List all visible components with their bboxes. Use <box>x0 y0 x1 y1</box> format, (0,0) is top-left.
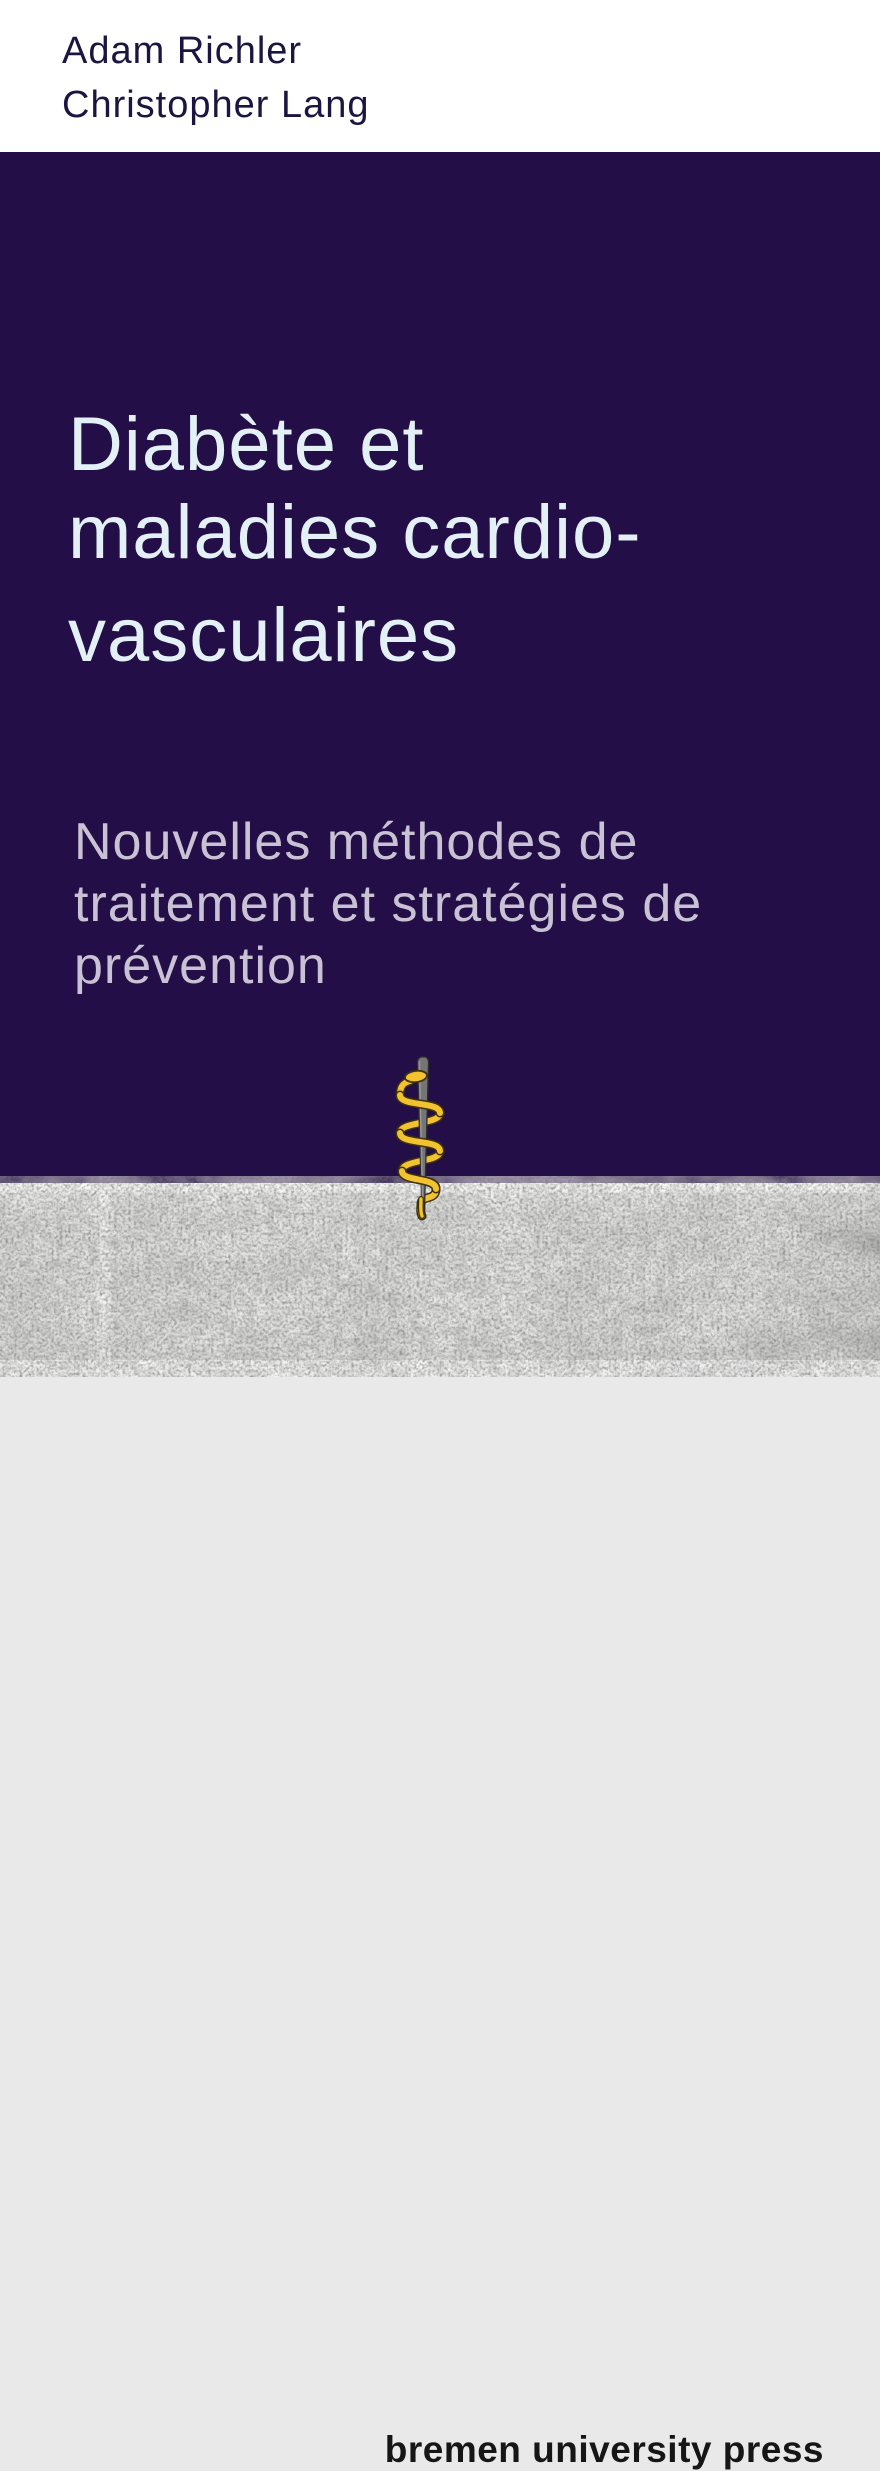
publisher-name: bremen university press <box>384 2429 824 2470</box>
author-name-2: Christopher Lang <box>62 84 370 126</box>
rod-of-asclepius-icon <box>392 1054 454 1220</box>
book-title <box>68 401 642 577</box>
book-subtitle-line-2: traitement et stratégies de <box>74 875 703 933</box>
author-name-1: Adam Richler <box>62 30 303 72</box>
title-panel <box>0 152 880 1183</box>
book-subtitle <box>74 811 702 997</box>
book-title-line-1: Diabète et <box>68 402 425 487</box>
book-title-line-3: vasculaires <box>68 593 460 678</box>
book-title-line-2: maladies cardio- <box>68 490 642 575</box>
book-subtitle-line-3: prévention <box>74 937 327 995</box>
book-subtitle-line-1: Nouvelles méthodes de <box>74 813 639 871</box>
